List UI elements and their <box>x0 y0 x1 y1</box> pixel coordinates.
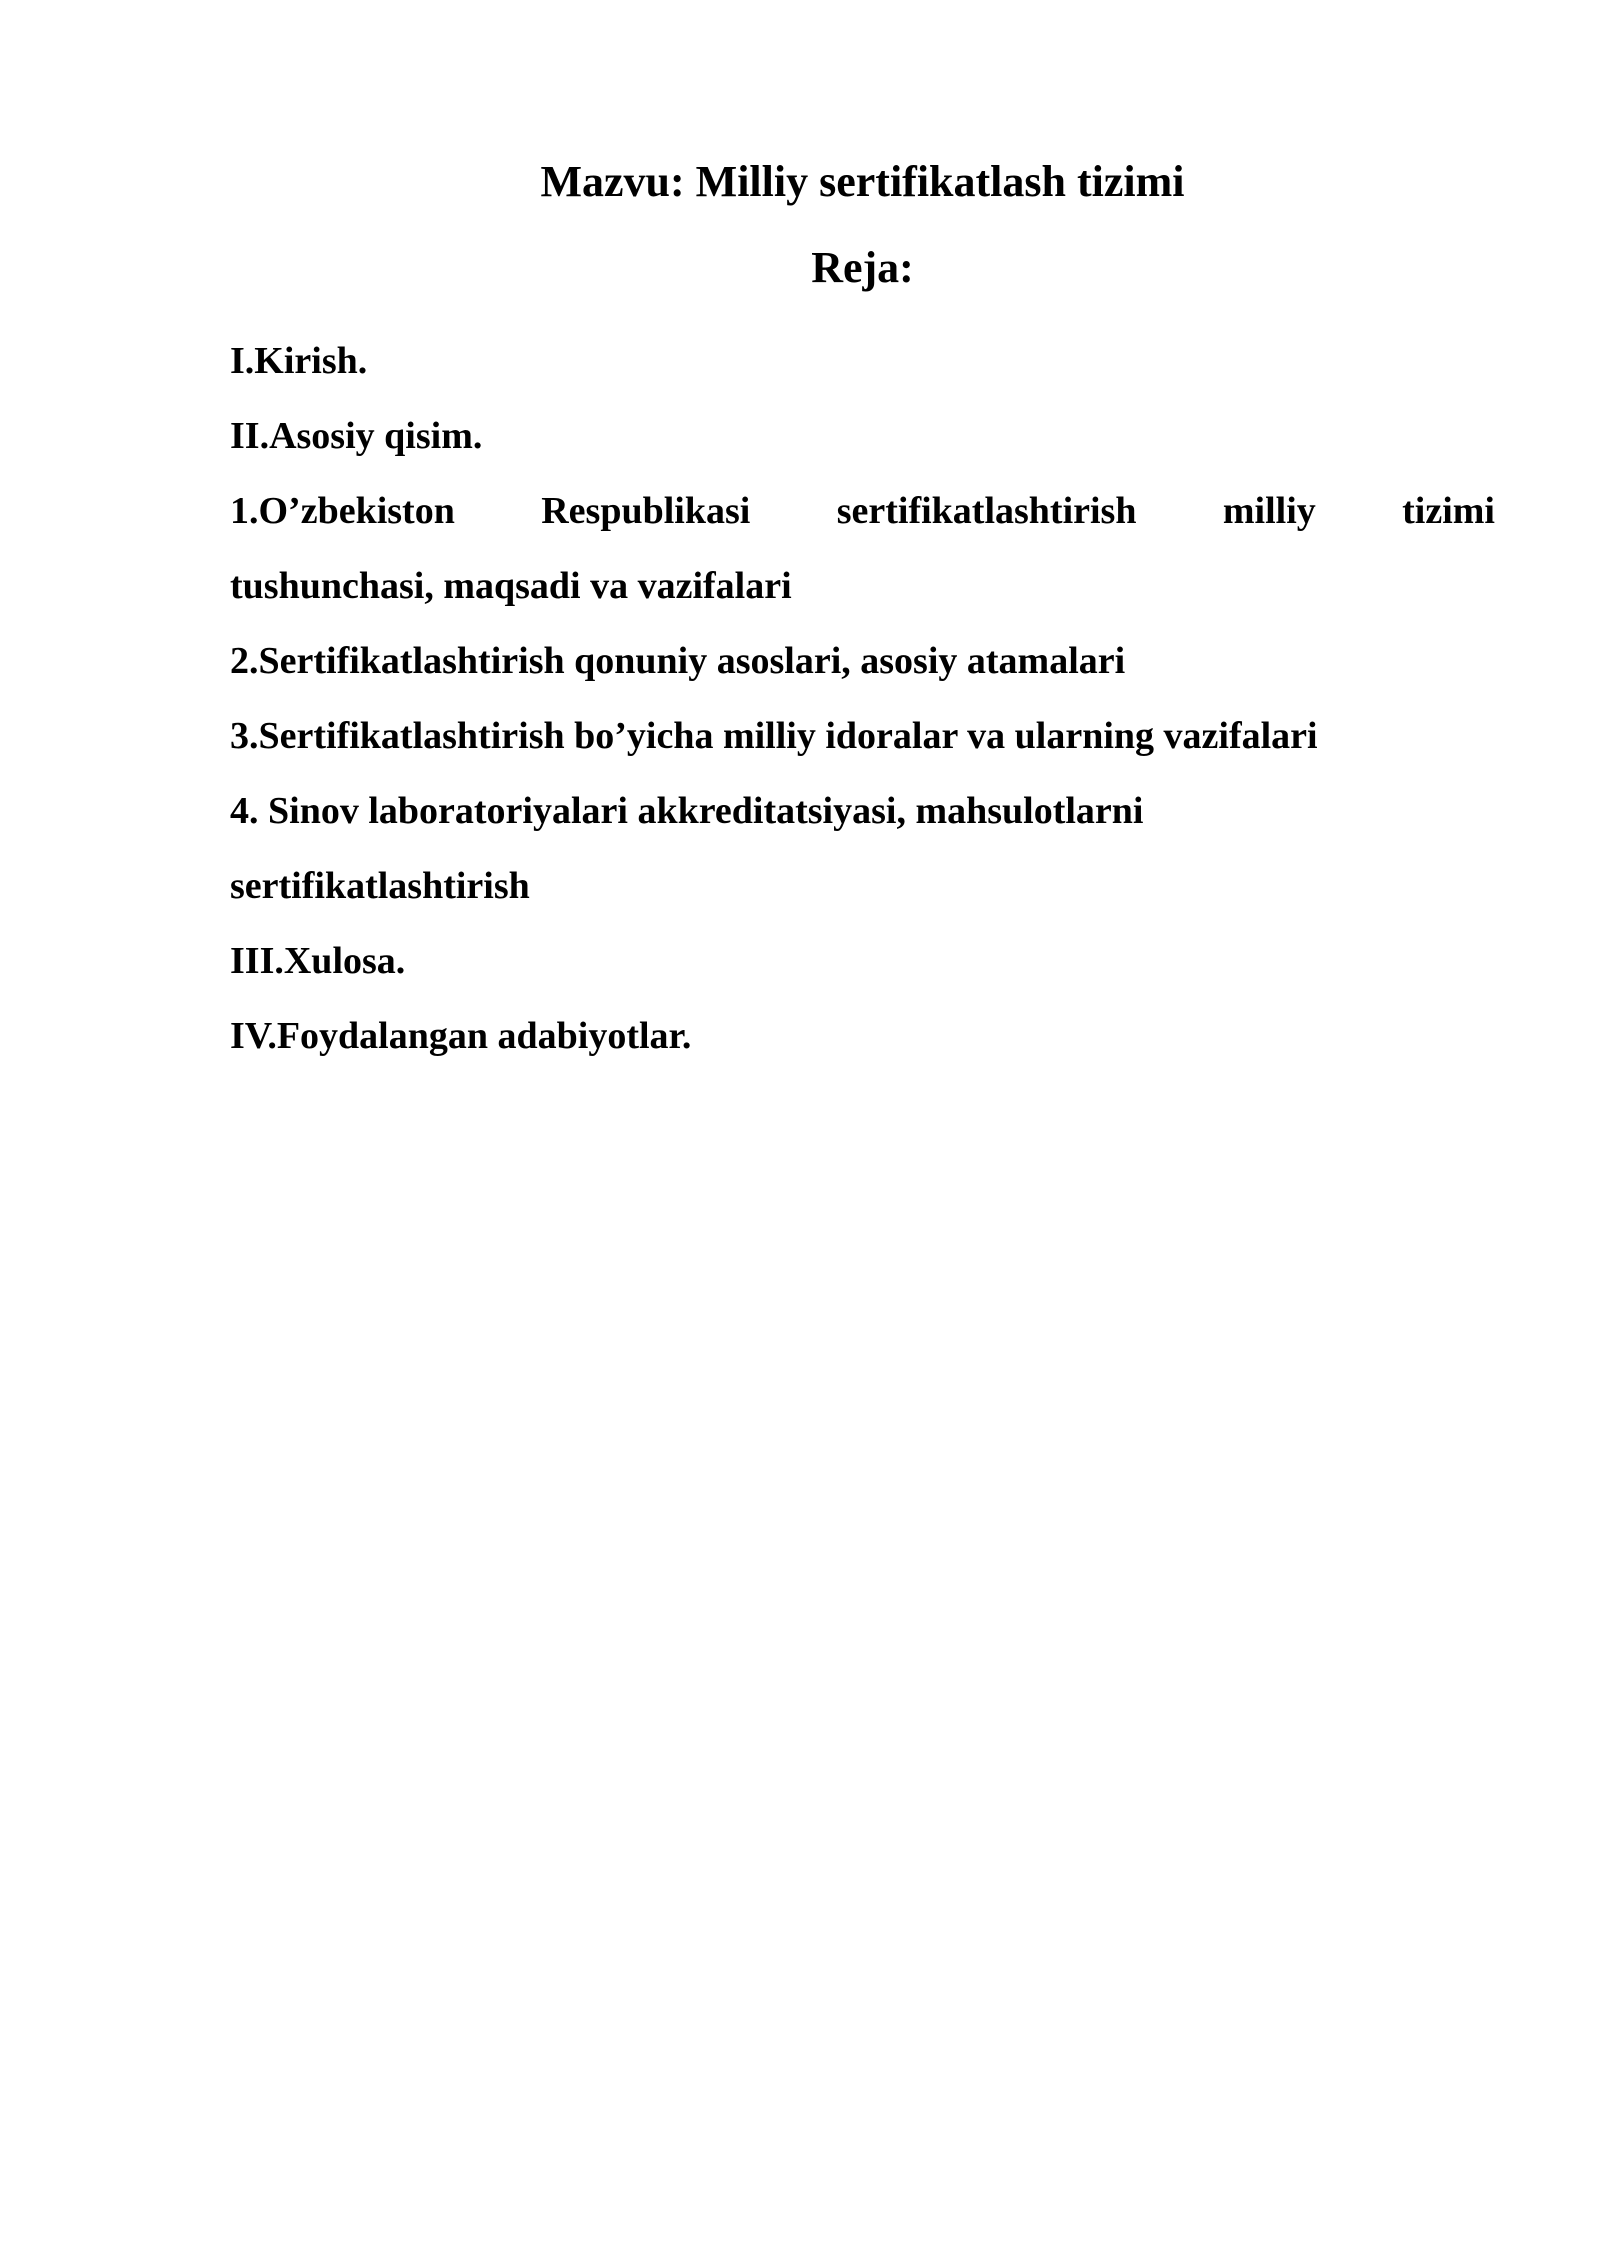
plan-item-3: 3.Sertifikatlashtirish bo’yicha milliy idoralar va ularning vazifalari <box>230 715 1318 757</box>
plan-item-4-line-1: 4. Sinov laboratoriyalari akkreditatsiyasi, mahsulotlarni <box>230 790 1144 832</box>
plan-item-2: 2.Sertifikatlashtirish qonuniy asoslari, asosiy atamalari <box>230 640 1126 682</box>
document-title: Mazvu: Milliy sertifikatlash tizimi <box>540 157 1185 206</box>
plan-item-main-part: II.Asosiy qisim. <box>230 415 483 457</box>
plan-item-conclusion: III.Xulosa. <box>230 940 406 982</box>
plan-item-1-line-2: tushunchasi, maqsadi va vazifalari <box>230 565 792 607</box>
plan-heading: Reja: <box>811 243 914 292</box>
plan-list <box>230 324 1495 1074</box>
plan-item-4-line-2: sertifikatlashtirish <box>230 865 530 907</box>
plan-item-references: IV.Foydalangan adabiyotlar. <box>230 1015 692 1057</box>
plan-item-introduction: I.Kirish. <box>230 340 368 382</box>
plan-item-1-line-1: 1.O’zbekiston Respublikasi sertifikatlashtirish milliy tizimi <box>230 490 1495 532</box>
